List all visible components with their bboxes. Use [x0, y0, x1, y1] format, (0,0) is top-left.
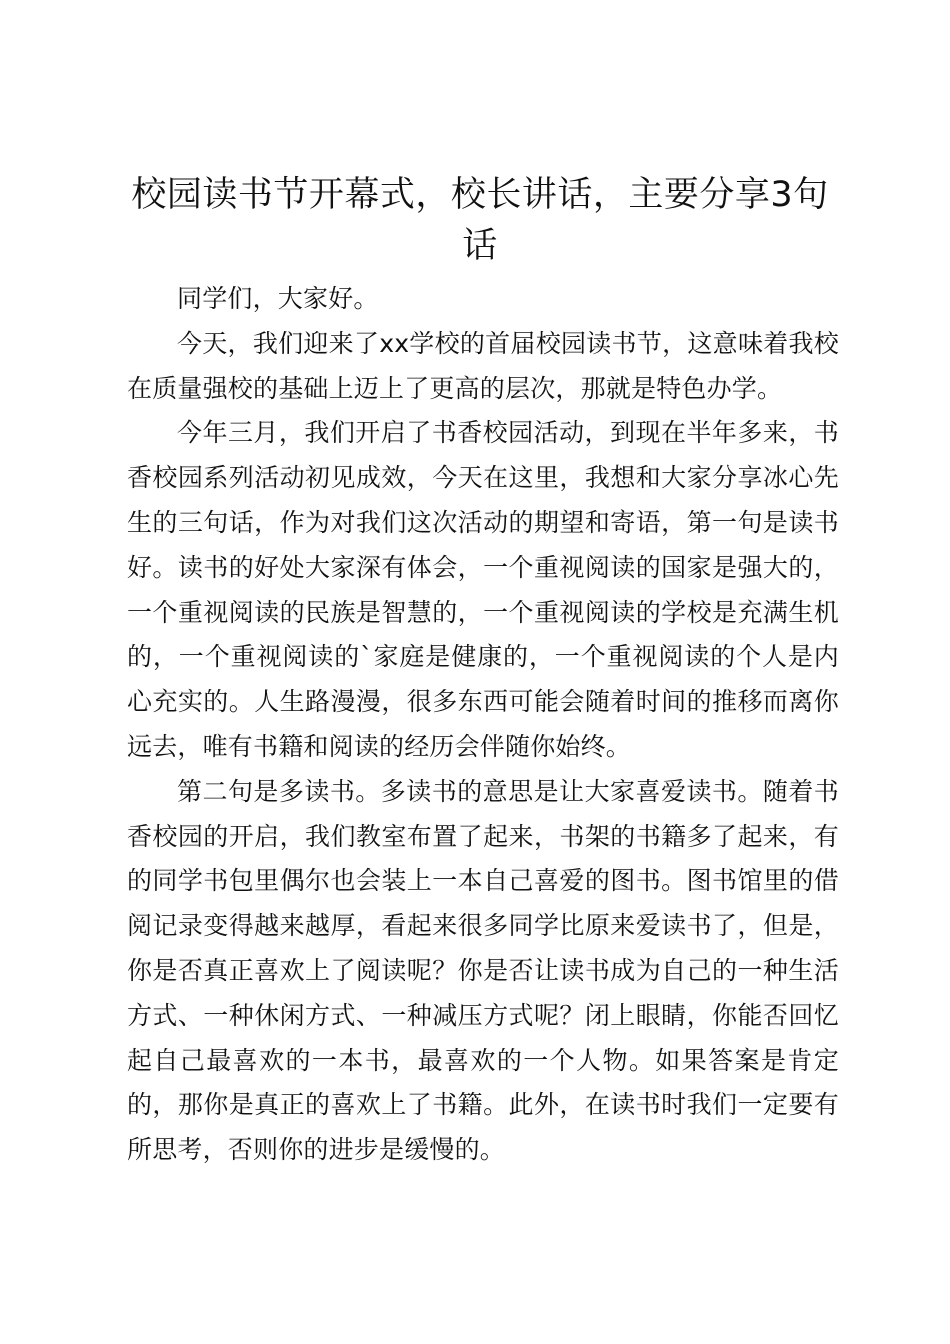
- page-title: 校园读书节开幕式，校长讲话，主要分享3句话: [131, 175, 829, 266]
- paragraph-second-sentence: 第二句是多读书。多读书的意思是让大家喜爱读书。随着书香校园的开启，我们教室布置了起来，书架的书籍多了起来，有的同学书包里偶尔也会装上一本自己喜爱的图书。图书馆里的借阅记录变得越来越厚，看起来很多同学比原来爱读书了，但是，你是否真正喜欢上了阅读呢？你是否让读书成为自己的一种生活方式、一种休闲方式、一种减压方式呢？闭上眼睛，你能否回忆起自己最喜欢的一本书，最喜欢的一个人物。如果答案是肯定的，那你是真正的喜欢上了书籍。此外，在读书时我们一定要有所思考，否则你的进步是缓慢的。: [127, 776, 839, 1165]
- document-body: [127, 277, 839, 1173]
- paragraph-intro: 今天，我们迎来了xx学校的首届校园读书节，这意味着我校在质量强校的基础上迈上了更高的层次，那就是特色办学。: [127, 328, 839, 403]
- paragraph-first-sentence: 今年三月，我们开启了书香校园活动，到现在半年多来，书香校园系列活动初见成效，今天在这里，我想和大家分享冰心先生的三句话，作为对我们这次活动的期望和寄语，第一句是读书好。读书的好处大家深有体会，一个重视阅读的国家是强大的，一个重视阅读的民族是智慧的，一个重视阅读的学校是充满生机的，一个重视阅读的`家庭是健康的，一个重视阅读的个人是内心充实的。人生路漫漫，很多东西可能会随着时间的推移而离你远去，唯有书籍和阅读的经历会伴随你始终。: [127, 418, 839, 761]
- paragraph-greeting: 同学们，大家好。: [177, 284, 379, 313]
